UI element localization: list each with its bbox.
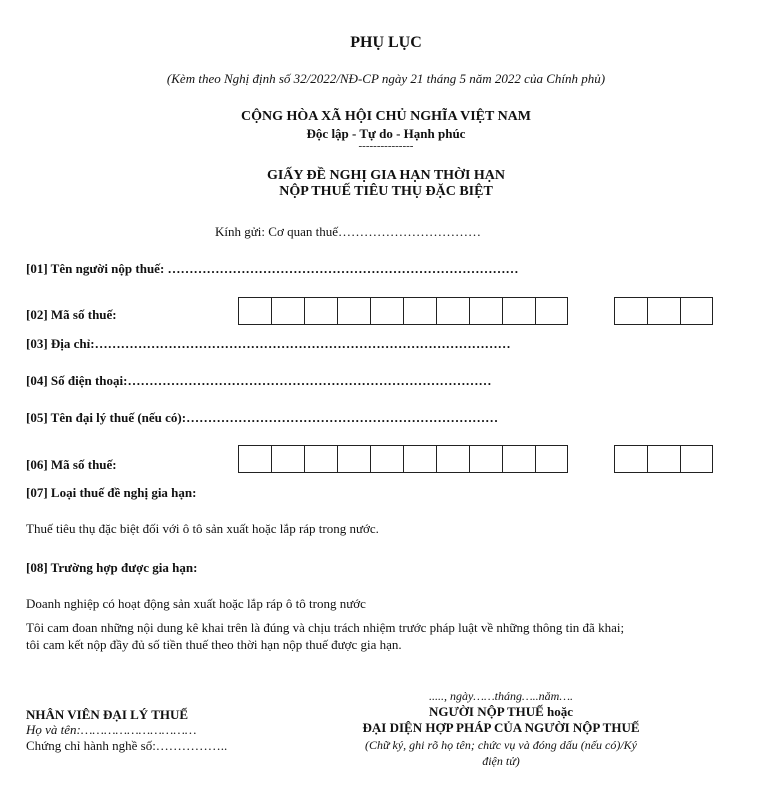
tax-code-boxes-branch [614, 297, 713, 325]
payer-representative: ĐẠI DIỆN HỢP PHÁP CỦA NGƯỜI NỘP THUẾ [362, 720, 640, 735]
form-title-line2: NỘP THUẾ TIÊU THỤ ĐẶC BIỆT [279, 184, 493, 199]
tax-code-digit-box [469, 445, 502, 473]
date-line: ....., ngày……tháng…..năm…. [428, 689, 573, 703]
field-03-address: [03] Địa chỉ:…………………………………………………………………………………… [26, 336, 511, 351]
addressee: Kính gửi: Cơ quan thuế…………………………… [215, 224, 481, 239]
payer-title: NGƯỜI NỘP THUẾ hoặc [428, 704, 574, 719]
tax-code-digit-box [304, 445, 337, 473]
tax-code-digit-box [680, 297, 713, 325]
tax-code-digit-box [680, 445, 713, 473]
tax-code-digit-box [647, 297, 680, 325]
tax-code-boxes-main [238, 297, 568, 325]
decree-reference: (Kèm theo Nghị định số 32/2022/NĐ-CP ngày 21 tháng 5 năm 2022 của Chính phủ) [166, 71, 606, 86]
motto: Độc lập - Tự do - Hạnh phúc [306, 126, 466, 141]
tax-code-digit-box [535, 297, 568, 325]
payer-signature-note: (Chữ ký, ghi rõ họ tên; chức vụ và đóng dấu (nếu có)/Ký [364, 738, 637, 752]
agent-tax-code-boxes-branch [614, 445, 713, 473]
field-01-taxpayer-name: [01] Tên người nộp thuế: ……………………………………………………………………… [26, 261, 519, 276]
form-title-line1: GIẤY ĐỀ NGHỊ GIA HẠN THỜI HẠN [266, 168, 506, 183]
tax-code-digit-box [304, 297, 337, 325]
field-08-case-value: Doanh nghiệp có hoạt động sản xuất hoặc lắp ráp ô tô trong nước [26, 596, 366, 611]
tax-code-digit-box [271, 445, 304, 473]
field-07-tax-type-value: Thuế tiêu thụ đặc biệt đối với ô tô sản xuất hoặc lắp ráp trong nước. [26, 521, 379, 536]
tax-code-digit-box [502, 297, 535, 325]
tax-code-digit-box [614, 445, 647, 473]
field-04-phone: [04] Số điện thoại:………………………………………………………………………… [26, 373, 492, 388]
tax-code-digit-box [502, 445, 535, 473]
tax-code-digit-box [535, 445, 568, 473]
field-05-tax-agent-name: [05] Tên đại lý thuế (nếu có):……………………………………………………………… [26, 410, 499, 425]
tax-code-digit-box [614, 297, 647, 325]
tax-code-digit-box [469, 297, 502, 325]
tax-code-digit-box [238, 445, 271, 473]
tax-code-digit-box [370, 297, 403, 325]
nation-heading: CỘNG HÒA XÃ HỘI CHỦ NGHĨA VIỆT NAM [240, 109, 531, 124]
field-08-case-label: [08] Trường hợp được gia hạn: [26, 560, 198, 575]
tax-code-digit-box [403, 445, 436, 473]
commitment-line2: tôi cam kết nộp đầy đủ số tiền thuế theo thời hạn nộp thuế được gia hạn. [26, 637, 402, 652]
tax-code-digit-box [337, 297, 370, 325]
tax-code-digit-box [370, 445, 403, 473]
tax-code-digit-box [337, 445, 370, 473]
agent-tax-code-boxes-main [238, 445, 568, 473]
agent-name: Họ và tên:………………………… [26, 722, 197, 737]
field-02-tax-code-label: [02] Mã số thuế: [26, 307, 117, 322]
tax-code-digit-box [271, 297, 304, 325]
field-07-tax-type-label: [07] Loại thuế đề nghị gia hạn: [26, 485, 197, 500]
page-title: PHỤ LỤC [350, 34, 422, 51]
tax-code-digit-box [436, 445, 469, 473]
motto-divider: --------------- [358, 140, 414, 152]
commitment-line1: Tôi cam đoan những nội dung kê khai trên là đúng và chịu trách nhiệm trước pháp luật về những thông tin đã khai; [26, 620, 625, 635]
tax-code-digit-box [436, 297, 469, 325]
field-06-agent-tax-code-label: [06] Mã số thuế: [26, 457, 117, 472]
tax-code-digit-box [647, 445, 680, 473]
tax-code-digit-box [403, 297, 436, 325]
payer-signature-note-2: điện tử) [482, 754, 520, 768]
tax-code-digit-box [238, 297, 271, 325]
agent-title: NHÂN VIÊN ĐẠI LÝ THUẾ [26, 707, 189, 722]
agent-certificate: Chứng chỉ hành nghề số:…………….. [26, 738, 228, 753]
